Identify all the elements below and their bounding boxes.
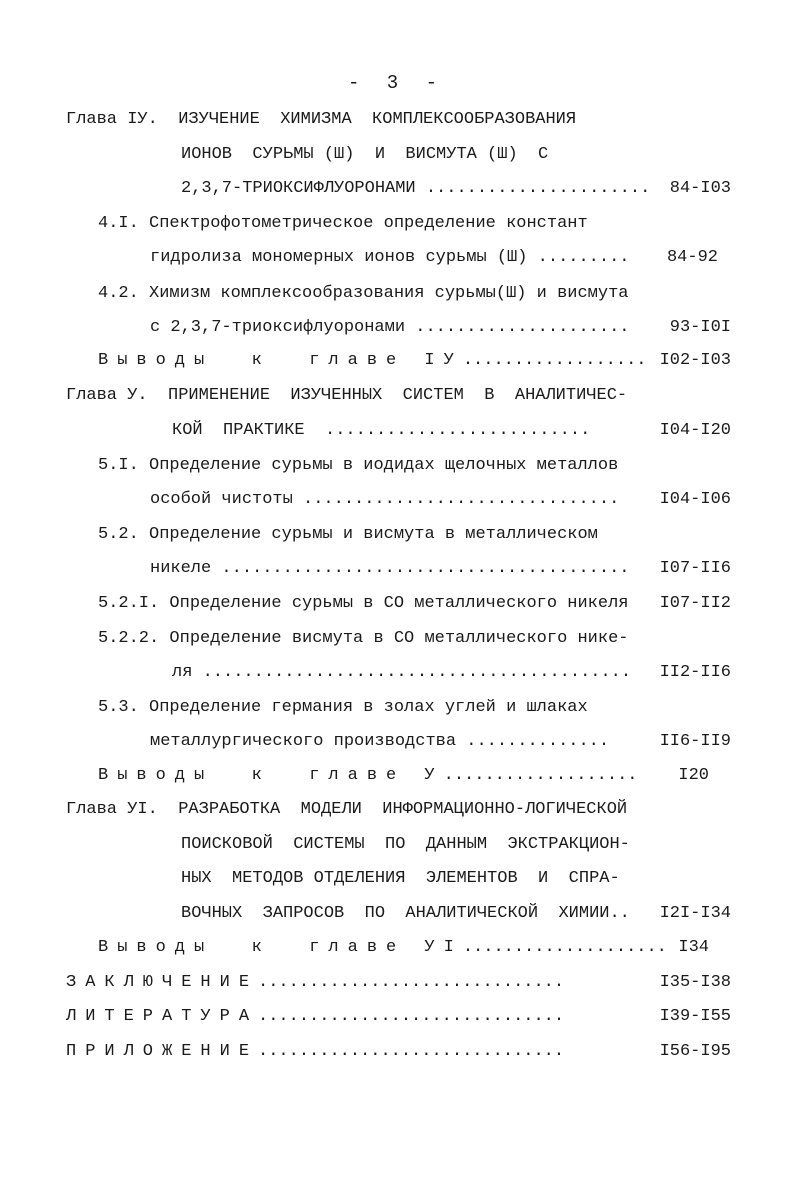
section-5-3-line-1: 5.3. Определение германия в золах углей и шлаках <box>98 698 588 717</box>
chapter-4-title-line-2: ИОНОВ СУРЬМЫ (Ш) И ВИСМУТА (Ш) С <box>181 145 549 164</box>
section-4-1-pages: 84-92 <box>666 248 718 267</box>
chapter-6-title-line-3: НЫХ МЕТОДОВ ОТДЕЛЕНИЯ ЭЛЕМЕНТОВ И СПРА- <box>181 869 620 888</box>
section-5-3-line-2: металлургического производства .............. <box>150 732 610 751</box>
section-5-2-2-line-1: 5.2.2. Определение висмута в СО металлического нике- <box>98 629 629 648</box>
chapter-4-title-line-1 <box>66 109 576 131</box>
section-5-1-line-1: 5.I. Определение сурьмы в иодидах щелочных металлов <box>98 456 619 475</box>
section-5-2-line-1: 5.2. Определение сурьмы и висмута в металлическом <box>98 525 598 544</box>
literature-label: ЛИТЕРАТУРА <box>66 1007 259 1026</box>
section-5-1-pages: I04-I06 <box>659 490 731 509</box>
section-4-2-line-1: 4.2. Химизм комплексообразования сурьмы(Ш) и висмута <box>98 284 629 303</box>
section-5-1-line-2: особой чистоты ............................... <box>150 490 620 509</box>
conclusions-chapter-5 <box>98 765 637 787</box>
chapter-6-title-line-4: ВОЧНЫХ ЗАПРОСОВ ПО АНАЛИТИЧЕСКОЙ ХИМИИ.. <box>181 904 630 923</box>
conclusions-chapter-4-pages: I02-I03 <box>659 351 731 370</box>
section-5-2-1-line-1: 5.2.I. Определение сурьмы в СО металлического никеля <box>98 594 629 613</box>
section-5-2-2-pages: II2-II6 <box>659 663 731 682</box>
section-5-2-line-2: никеле ........................................ <box>150 559 630 578</box>
section-4-1-line-1: 4.I. Спектрофотометрическое определение констант <box>98 214 588 233</box>
conclusions-chapter-4 <box>98 350 646 372</box>
chapter-4-title-text-1: Глава IУ. ИЗУЧЕНИЕ ХИМИЗМА КОМПЛЕКСООБРАЗОВАНИЯ <box>66 110 577 129</box>
conclusions-chapter-6-dots: .................... <box>462 938 667 957</box>
chapter-6-title-line-2: ПОИСКОВОЙ СИСТЕМЫ ПО ДАННЫМ ЭКСТРАКЦИОН- <box>181 835 630 854</box>
conclusions-chapter-4-label: Выводы к главе IУ <box>98 351 463 370</box>
section-5-2-1-pages: I07-II2 <box>659 594 731 613</box>
appendix-label: ПРИЛОЖЕНИЕ <box>66 1042 259 1061</box>
section-4-2-line-2: с 2,3,7-триоксифлуоронами ..................... <box>150 318 630 337</box>
conclusion-entry <box>66 972 564 994</box>
conclusion-dots: .............................. <box>258 973 565 992</box>
conclusions-chapter-6 <box>98 937 667 959</box>
section-4-2-pages: 93-I0I <box>669 318 731 337</box>
literature-pages: I39-I55 <box>659 1007 731 1026</box>
literature-dots: .............................. <box>258 1007 565 1026</box>
literature-entry <box>66 1006 564 1028</box>
conclusions-chapter-5-label: Выводы к главе У <box>98 766 444 785</box>
chapter-5-title-line-2: КОЙ ПРАКТИКЕ .......................... <box>172 421 591 440</box>
section-4-1-line-2: гидролиза мономерных ионов сурьмы (Ш) ......... <box>150 248 630 267</box>
chapter-4-pages: 84-I03 <box>669 179 731 198</box>
conclusion-label: ЗАКЛЮЧЕНИЕ <box>66 973 259 992</box>
appendix-pages: I56-I95 <box>659 1042 731 1061</box>
conclusion-pages: I35-I38 <box>659 973 731 992</box>
chapter-4-title-line-3: 2,3,7-ТРИОКСИФЛУОРОНАМИ ...................... <box>181 179 651 198</box>
conclusions-chapter-4-dots: .................. <box>462 351 647 370</box>
section-5-2-2-line-2: ля .......................................... <box>172 663 632 682</box>
conclusions-chapter-6-pages: I34 <box>678 938 709 957</box>
appendix-entry <box>66 1041 564 1063</box>
section-5-3-pages: II6-II9 <box>659 732 731 751</box>
conclusions-chapter-5-dots: ................... <box>443 766 638 785</box>
chapter-5-title-line-1: Глава У. ПРИМЕНЕНИЕ ИЗУЧЕННЫХ СИСТЕМ В АНАЛИТИЧЕС- <box>66 386 628 405</box>
page-number: - 3 - <box>347 72 445 94</box>
conclusions-chapter-5-pages: I20 <box>678 766 709 785</box>
chapter-5-pages: I04-I20 <box>659 421 731 440</box>
conclusions-chapter-6-label: Выводы к главе УI <box>98 938 463 957</box>
chapter-6-pages: I2I-I34 <box>659 904 731 923</box>
appendix-dots: .............................. <box>258 1042 565 1061</box>
chapter-6-title-line-1: Глава УI. РАЗРАБОТКА МОДЕЛИ ИНФОРМАЦИОННО-ЛОГИЧЕСКОЙ <box>66 800 628 819</box>
section-5-2-pages: I07-II6 <box>659 559 731 578</box>
